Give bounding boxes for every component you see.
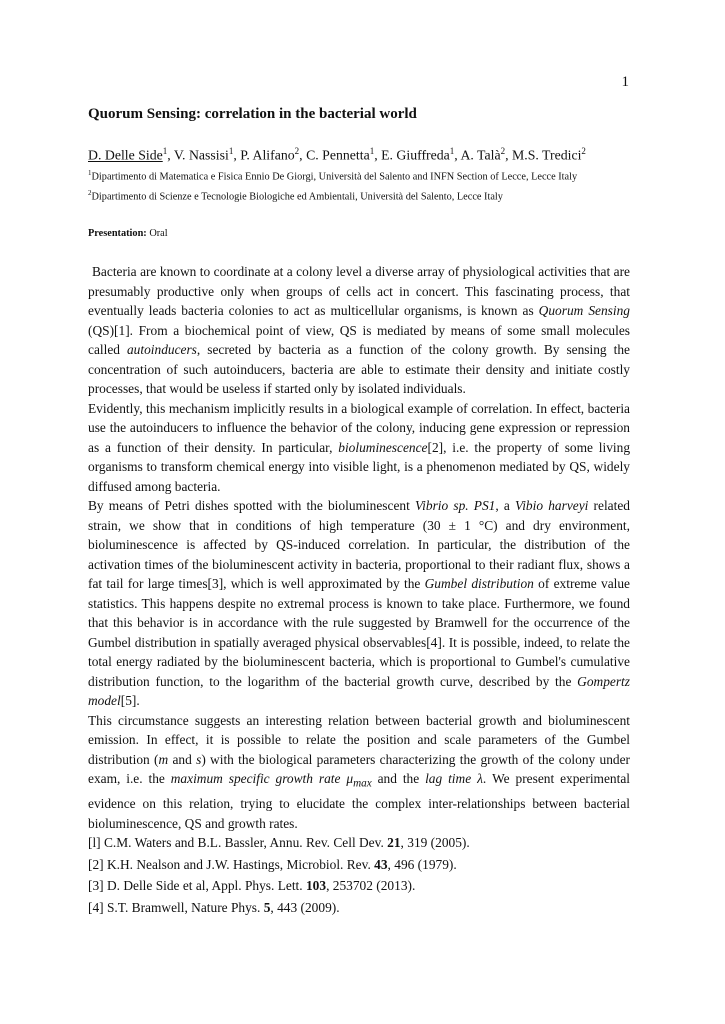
reference-marker: [l]: [88, 835, 101, 850]
author-name: P. Alifano: [240, 147, 295, 163]
reference-item: [88, 897, 630, 919]
author-name: D. Delle Side: [88, 147, 163, 163]
reference-text: , 443 (2009).: [270, 899, 340, 915]
reference-marker: [3]: [88, 878, 104, 893]
reference-volume: 21: [387, 835, 401, 850]
affiliation-mark: 2: [88, 189, 92, 197]
affiliation: [88, 169, 648, 182]
symbol-mu-subscript: max: [353, 777, 372, 790]
reference-volume: 5: [263, 899, 271, 915]
author-name: C. Pennetta: [306, 147, 370, 163]
presentation-label: Presentation:: [88, 228, 147, 239]
text-run: (QS)[1]. From a biochemical point of view, QS is mediated by means of some small molecules called: [88, 322, 630, 357]
reference-volume: 43: [374, 856, 388, 872]
presentation-type: [88, 228, 168, 239]
term-growth-rate: maximum specific growth rate: [170, 771, 341, 786]
reference-item: [88, 854, 630, 876]
affiliation: [88, 189, 648, 202]
reference-text: D. Delle Side et al, Appl. Phys. Lett.: [106, 878, 306, 893]
abstract-body: [88, 262, 630, 833]
affiliation-text: Dipartimento di Matematica e Fisica Ennio De Giorgi, Università del Salento and INFN Section of Lecce, Lecce Italy: [91, 171, 578, 183]
term-lag-time: lag time: [425, 771, 472, 786]
page-number: 1: [621, 74, 629, 90]
reference-item: [88, 875, 630, 897]
author-affiliation-mark: 2: [500, 146, 506, 156]
term-gompertz: Gompertz model: [88, 673, 630, 708]
text-run: and the: [371, 771, 426, 786]
reference-marker: [4]: [88, 899, 104, 915]
reference-list: [88, 832, 630, 918]
text-run: , secreted by bacteria as a function of the colony growth. By sensing the concentration of such autoinducers, bacteria are able to estimate their density and initiate costly processes, that would be useless if started only by isolated individuals.: [88, 342, 630, 396]
reference-text: K.H. Nealson and J.W. Hastings, Microbiol. Rev.: [106, 856, 375, 872]
reference-volume: 103: [305, 878, 327, 893]
author-affiliation-mark: 1: [369, 146, 375, 156]
term-autoinducers: autoinducers: [126, 342, 197, 357]
reference-marker: [2]: [88, 856, 104, 872]
presentation-value: Oral: [149, 228, 168, 239]
text-run: Evidently, this mechanism implicitly results in a biological example of correlation. In effect, bacteria use the autoinducers to influence the behavior of the colony, inducing gene expression or repression as a function of their density. In particular,: [88, 400, 630, 455]
text-run: Bacteria are known to coordinate at a colony level a diverse array of physiological activities that are presumably productive only when groups of cells act in concert. This fascinating process, that eventually leads bacteria colonies to act as multicellular organisms, is known as: [88, 264, 630, 318]
text-run: [5].: [120, 693, 140, 708]
author-affiliation-mark: 1: [162, 146, 168, 156]
reference-text: , 253702 (2013).: [326, 878, 416, 893]
reference-text: S.T. Bramwell, Nature Phys.: [106, 899, 264, 915]
term-bioluminescence: bioluminescence: [338, 439, 428, 455]
author-name: M.S. Tredici: [512, 147, 582, 163]
affiliation-text: Dipartimento di Scienze e Tecnologie Biologiche ed Ambientali, Università del Salento, Lecce Italy: [91, 191, 503, 203]
paper-title: Quorum Sensing: correlation in the bacterial world: [88, 106, 417, 122]
symbol-lambda: λ: [477, 771, 483, 786]
reference-text: , 496 (1979).: [387, 856, 457, 872]
symbol-s: s: [196, 751, 202, 767]
reference-text: C.M. Waters and B.L. Bassler, Annu. Rev. Cell Dev.: [104, 835, 388, 850]
text-run: ) with the biological parameters characterizing the growth of the colony under exam, i.e. the: [88, 751, 630, 786]
symbol-m: m: [158, 751, 169, 767]
abstract-paragraph: [88, 399, 630, 497]
author-affiliation-mark: 1: [228, 146, 234, 156]
abstract-paragraph: [88, 711, 630, 834]
author-affiliation-mark: 2: [294, 146, 300, 156]
text-run: By means of Petri dishes spotted with the bioluminescent: [88, 498, 415, 513]
text-run: related strain, we show that in conditions of high temperature (30 ± 1 °C) and dry environment, bioluminescence is affected by QS-induced correlation. In particular, the distribution of the activation times of the bioluminescent activity in bacteria, proportional to their radiant flux, shows a fat tail for large times[3], which is well approximated by the: [88, 498, 630, 591]
symbol-mu: μ: [346, 771, 354, 786]
term-gumbel: Gumbel distribution: [424, 576, 534, 591]
abstract-paragraph: [88, 262, 630, 399]
author-affiliation-mark: 2: [581, 146, 586, 156]
author-name: V. Nassisi: [173, 147, 229, 163]
term-quorum-sensing: Quorum Sensing: [538, 303, 630, 318]
text-run: . We present experimental evidence on this relation, trying to elucidate the complex inter-relationships between bacterial bioluminescence, QS and growth rates.: [88, 771, 630, 831]
reference-item: [88, 832, 630, 854]
term-harveyi: Vibio harveyi: [515, 498, 589, 513]
affiliation-mark: 1: [88, 169, 92, 177]
text-run: [2], i.e. the property of some living organisms to transform chemical energy into visible light, is a phenomenon mediated by QS, widely diffused among bacteria.: [88, 439, 631, 494]
author-name: A. Talà: [460, 147, 501, 163]
text-run: of extreme value statistics. This happens despite no extremal process is known to take place. Furthermore, we found that this behavior is in accordance with the rule suggested by Bramwell for the occurrence of the Gumbel distribution in spatially averaged physical observables[4]. It is possible, indeed, to relate the total energy radiated by the bioluminescent bacteria, which is proportional to Gumbel's cumulative distribution function, to the logarithm of the bacterial growth curve, described by the: [88, 576, 630, 689]
author-affiliation-mark: 1: [449, 146, 455, 156]
reference-text: , 319 (2005).: [400, 835, 470, 850]
abstract-paragraph: [88, 496, 630, 711]
author-list: D. Delle Side$^1$, V. Nassisi$^1$, P. Alifano$^2$, C. Pennetta$^1$, E. Giuffreda$^1$, A. Talà$^2$, M.S. Tredici$^2$: [88, 146, 586, 163]
author-name: E. Giuffreda: [381, 147, 450, 163]
term-vibrio: Vibrio sp. PS1: [414, 498, 496, 513]
text-run: This circumstance suggests an interesting relation between bacterial growth and bioluminescent emission. In effect, it is possible to relate the position and scale parameters of the Gumbel distribution (: [88, 712, 630, 767]
text-run: , a: [495, 498, 516, 513]
text-run: and: [168, 751, 197, 767]
